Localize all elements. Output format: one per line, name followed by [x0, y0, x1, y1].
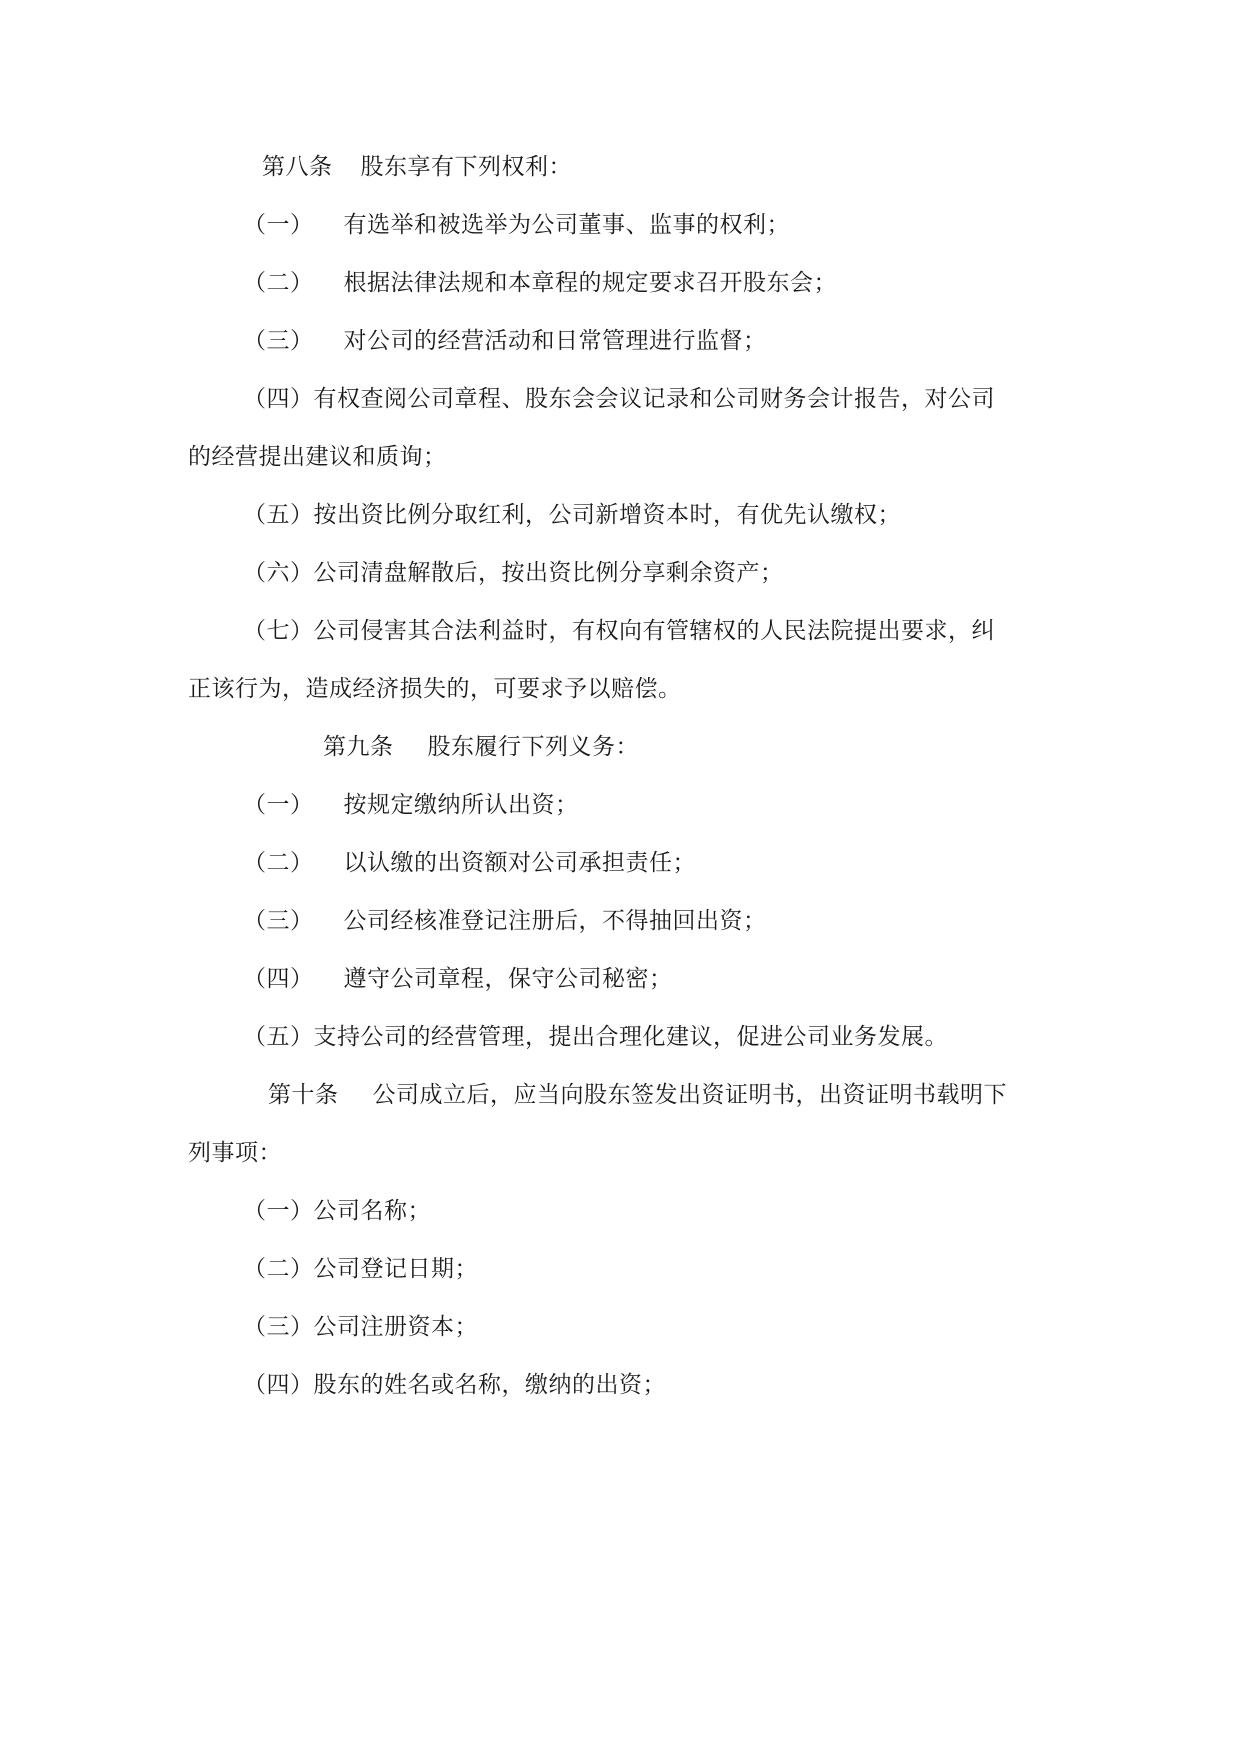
article-9-item-1 — [243, 790, 579, 820]
article-8-item-2 — [243, 268, 837, 298]
item-text: 遵守公司章程，保守公司秘密； — [343, 966, 673, 992]
article-8-title: 股东享有下列权利： — [360, 154, 572, 180]
item-text: 对公司的经营活动和日常管理进行监督； — [343, 328, 767, 354]
item-marker: （三） — [243, 328, 314, 354]
article-8-item-4-line-2: 的经营提出建议和质询； — [188, 444, 447, 470]
article-8-item-3 — [243, 326, 767, 356]
article-10-item-2: （二）公司登记日期； — [243, 1256, 478, 1282]
article-9-title: 股东履行下列义务： — [427, 734, 639, 760]
item-marker: （一） — [243, 212, 314, 238]
article-10-title: 公司成立后，应当向股东签发出资证明书，出资证明书载明下 — [372, 1082, 1007, 1108]
item-marker: （三） — [243, 908, 314, 934]
item-marker: （二） — [243, 270, 314, 296]
article-8-heading — [262, 152, 572, 182]
article-9-item-2 — [243, 848, 696, 878]
article-8-number: 第八条 — [262, 154, 333, 180]
item-text: 有选举和被选举为公司董事、监事的权利； — [343, 212, 790, 238]
item-marker: （四） — [243, 966, 314, 992]
article-10-number: 第十条 — [268, 1082, 339, 1108]
item-text: 公司经核准登记注册后，不得抽回出资； — [343, 908, 767, 934]
article-10-item-1: （一）公司名称； — [243, 1198, 431, 1224]
article-8-item-1 — [243, 210, 790, 240]
item-text: 以认缴的出资额对公司承担责任； — [343, 850, 696, 876]
article-8-item-7-line-1: （七）公司侵害其合法利益时，有权向有管辖权的人民法院提出要求，纠 — [243, 618, 995, 644]
article-8-item-5: （五）按出资比例分取红利，公司新增资本时，有优先认缴权； — [243, 502, 901, 528]
article-9-heading — [323, 732, 639, 762]
item-text: 根据法律法规和本章程的规定要求召开股东会； — [343, 270, 837, 296]
article-10-heading — [268, 1080, 1007, 1110]
article-8-item-6: （六）公司清盘解散后，按出资比例分享剩余资产； — [243, 560, 784, 586]
article-10-item-4: （四）股东的姓名或名称，缴纳的出资； — [243, 1372, 666, 1398]
item-marker: （一） — [243, 792, 314, 818]
article-9-number: 第九条 — [323, 734, 394, 760]
article-10-item-3: （三）公司注册资本； — [243, 1314, 478, 1340]
article-9-item-3 — [243, 906, 767, 936]
article-10-heading-line-2: 列事项： — [188, 1140, 282, 1166]
article-8-item-4-line-1: （四）有权查阅公司章程、股东会会议记录和公司财务会计报告，对公司 — [243, 386, 995, 412]
article-9-item-4 — [243, 964, 673, 994]
article-9-item-5: （五）支持公司的经营管理，提出合理化建议，促进公司业务发展。 — [243, 1024, 948, 1050]
article-8-item-7-line-2: 正该行为，造成经济损失的，可要求予以赔偿。 — [188, 676, 682, 702]
item-marker: （二） — [243, 850, 314, 876]
item-text: 按规定缴纳所认出资； — [343, 792, 579, 818]
